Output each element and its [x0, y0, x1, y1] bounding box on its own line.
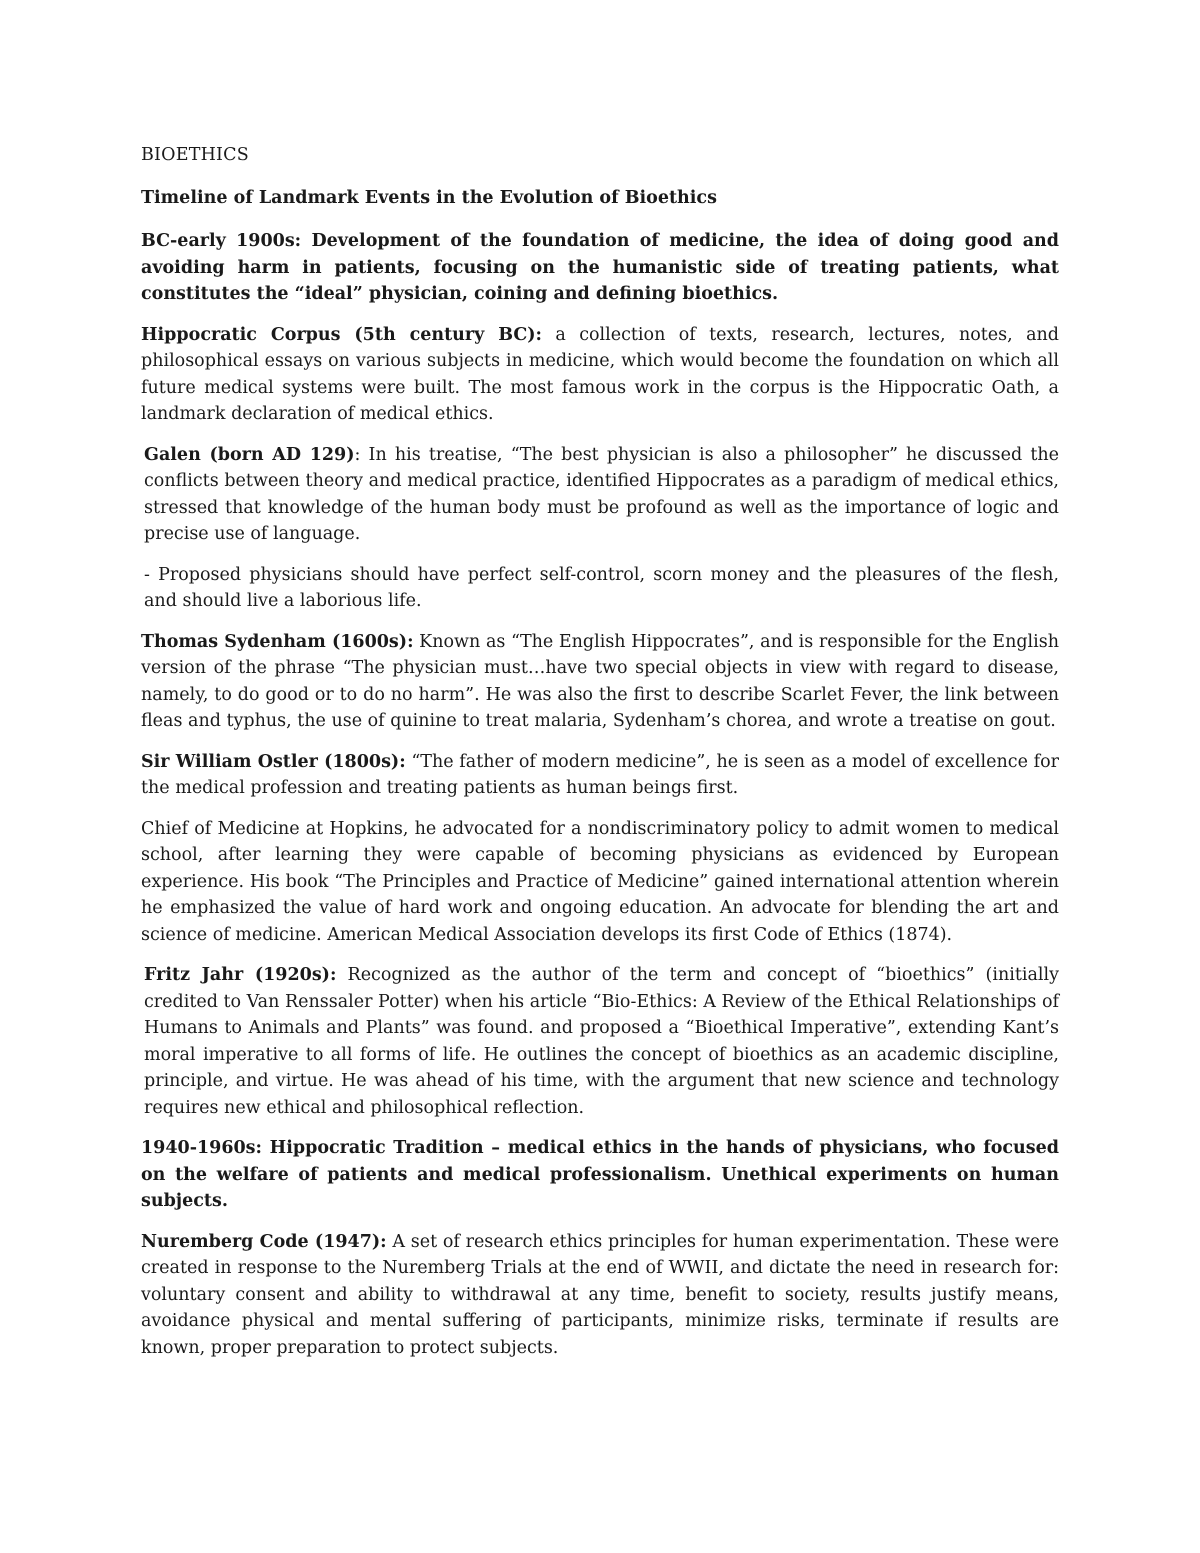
entry-galen: [141, 442, 1059, 548]
entry-term: Thomas Sydenham (1600s):: [141, 631, 414, 652]
entry-thomas-sydenham: [141, 629, 1059, 735]
era-heading-1940-1960s: 1940-1960s: Hippocratic Tradition – medical ethics in the hands of physicians, who focused on the welfare of patients and medical professionalism. Unethical experiments on human subjects.: [141, 1138, 1059, 1211]
entry-text: Chief of Medicine at Hopkins, he advocated for a nondiscriminatory policy to admit women to medical school, after learning they were capable of becoming physicians as evidenced by European experience. His book “The Principles and Practice of Medicine” gained international attention wherein he emphasized the value of hard work and ongoing education. An advocate for blending the art and science of medicine. American Medical Association develops its first Code of Ethics (1874).: [141, 818, 1059, 945]
entry-fritz-jahr: [141, 962, 1059, 1121]
entry-text: - Proposed physicians should have perfect self-control, scorn money and the pleasures of the flesh, and should live a laborious life.: [144, 564, 1059, 611]
entry-term: Galen (born AD 129): [144, 444, 355, 465]
entry-term: Sir William Ostler (1800s):: [141, 751, 406, 772]
entry-ostler-hopkins: [141, 816, 1059, 949]
entry-text: A set of research ethics principles for human experimentation. These were created in response to the Nuremberg Trials at the end of WWII, and dictate the need in research for: voluntary consent and ability to withdrawal at any time, benefit to society, results justify means, avoidance physical and mental suffering of participants, minimize risks, terminate if results are known, proper preparation to protect subjects.: [141, 1231, 1059, 1358]
document-page: [141, 142, 1059, 1375]
entry-text: Recognized as the author of the term and concept of “bioethics” (initially credited to Van Renssaler Potter) when his article “Bio-Ethics: A Review of the Ethical Relationships of Humans to Animals and Plants” was found. and proposed a “Bioethical Imperative”, extending Kant’s moral imperative to all forms of life. He outlines the concept of bioethics as an academic discipline, principle, and virtue. He was ahead of his time, with the argument that new science and technology requires new ethical and philosophical reflection.: [144, 965, 1059, 1118]
entry-william-ostler: [141, 749, 1059, 802]
entry-hippocratic-corpus: [141, 322, 1059, 428]
entry-text: Known as “The English Hippocrates”, and is responsible for the English version of the phrase “The physician must…have two special objects in view with regard to disease, namely, to do good or to do no harm”. He was also the first to describe Scarlet Fever, the link between fleas and typhus, the use of quinine to treat malaria, Sydenham’s chorea, and wrote a treatise on gout.: [141, 631, 1059, 731]
entry-text: “The father of modern medicine”, he is seen as a model of excellence for the medical profession and treating patients as human beings first.: [141, 751, 1059, 798]
entry-term: Hippocratic Corpus (5th century BC):: [141, 324, 542, 345]
document-subtitle: Timeline of Landmark Events in the Evolution of Bioethics: [141, 188, 717, 208]
document-title: BIOETHICS: [141, 145, 249, 165]
entry-nuremberg-code: [141, 1229, 1059, 1362]
entry-text: : In his treatise, “The best physician is also a philosopher” he discussed the conflicts between theory and medical practice, identified Hippocrates as a paradigm of medical ethics, stressed that knowledge of the human body must be profound as well as the importance of logic and precise use of language.: [144, 444, 1059, 544]
entry-term: Fritz Jahr (1920s):: [144, 965, 337, 985]
era-heading-bc-1900s: BC-early 1900s: Development of the foundation of medicine, the idea of doing good and avoiding harm in patients, focusing on the humanistic side of treating patients, what constitutes the “ideal” physician, coining and defining bioethics.: [141, 231, 1059, 304]
entry-galen-note: [141, 562, 1059, 615]
entry-text: a collection of texts, research, lectures, notes, and philosophical essays on various subjects in medicine, which would become the foundation on which all future medical systems were built. The most famous work in the corpus is the Hippocratic Oath, a landmark declaration of medical ethics.: [141, 324, 1059, 424]
entry-term: Nuremberg Code (1947):: [141, 1231, 387, 1252]
